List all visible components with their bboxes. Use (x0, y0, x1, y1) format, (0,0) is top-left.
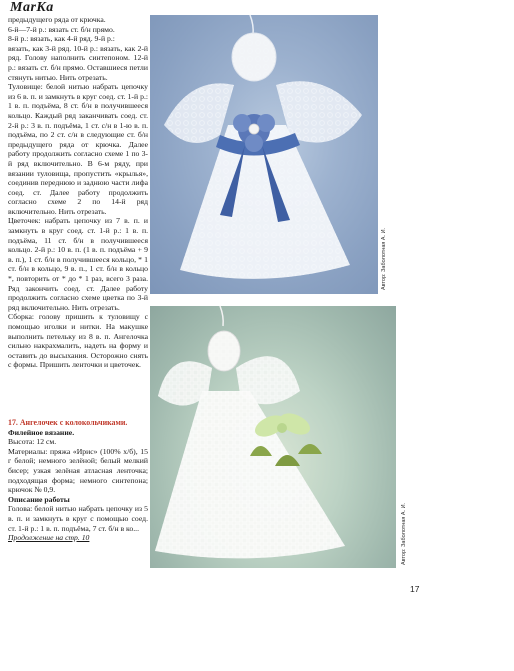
description-heading: Описание работы (8, 494, 70, 504)
instruction-paragraph: Сборка: голову пришить к туловищу с помощью иголки и нитки. На макушке выполнить петельку из 8 в. п. Ангелочка сильно накрахмалить, надеть на форму и оставить до высыхания. Осторожно снять с формы. Пришить ленточки и цветочек. (8, 312, 148, 370)
height-line: Высота: 12 см. (8, 437, 57, 447)
technique-line: Филейное вязание. (8, 427, 75, 437)
instructions-column-top (8, 15, 148, 407)
instruction-paragraph: 6-й—7-й р.: вязать ст. б/н прямо. (8, 24, 115, 34)
section-title: 17. Ангелочек с колокольчиками. (8, 418, 128, 427)
angel-illustration-16 (150, 15, 378, 294)
materials-line: Материалы: пряжа «Ирис» (100% х/б), 15 г белой; немного зелёной; белый мелкий бисер; узкая зелёная атласная ленточка; подходящая форма; немного синтепона; крючок № 0,9. (8, 446, 148, 495)
instruction-paragraph: Туловище: белой нитью набрать цепочку из 6 в. п. и замкнуть в круг соед. ст. 1-й р.: 1 в. п. подъёма, 8 ст. б/н в получившееся кольцо. Каждый ряд заканчивать соед. ст. 2-й р.: 3 в. п. подъёма, 1 ст. с/н в 1-ю в. п. подъёма, по 2 ст. с/н в следующие ст. б/н предыдущего ряда от крючка. Далее работу продолжить согласно схеме 1 по 3-й ряд включительно. В 6-м ряду, при вязании туловища, пропустить «крылья», соединив переднюю и заднюю части лифа соед. ст. Далее работу продолжить согласно схеме 2 по 14-й ряд включительно. Нить отрезать. (8, 82, 148, 216)
photo-credit-17: Автор: Заболотная А. И. (401, 502, 407, 565)
continued-note: Продолжение на стр. 10 (8, 533, 90, 543)
instruction-paragraph: Цветочек: набрать цепочку из 7 в. п. и замкнуть в круг соед. ст. 1-й р.: 1 в. п. подъёма, 11 ст. б/н в получившееся кольцо. 2-й р.: 10 в. п. (1 в. п. подъёма + 9 в. п.), 1 ст. б/н в получившееся кольцо, * 1 ст. б/н в кольцо, 9 в. п., 1 ст. б/н в кольцо *, повторить от * до * 1 раз, всего 3 раза. Ряд закончить соед. ст. Далее работу продолжить согласно схеме цветка по 3-й ряд включительно. Нить отрезать. (8, 216, 148, 312)
photo-number-16: 16 (458, 251, 474, 267)
instruction-paragraph: вязать, как 3-й ряд. 10-й р.: вязать, как 2-й ряд. Голову наполнить синтепоном. 12-й р.: вязать ст. б/н прямо. Оставшиеся петли стянуть нитью. Нить отрезать. (8, 43, 148, 82)
photo-credit-16: Автор: Заболотная А. И. (381, 227, 387, 290)
angel-illustration-17 (150, 306, 396, 568)
instructions-column-bottom (8, 418, 148, 593)
instruction-paragraph: предыдущего ряда от крючка. (8, 15, 106, 24)
head-instructions: Голова: белой нитью набрать цепочку из 5 в. п. и замкнуть в круг с помощью соед. ст. 1-й р.: 1 в. п. подъёма, 7 ст. б/н в ко... (8, 504, 148, 533)
instruction-paragraph: 8-й р.: вязать, как 4-й ряд. 9-й р.: (8, 34, 115, 44)
brand-logo: MarKa (10, 0, 54, 15)
page-number: 17 (410, 584, 420, 594)
photo-number-17: 17 (498, 655, 514, 671)
